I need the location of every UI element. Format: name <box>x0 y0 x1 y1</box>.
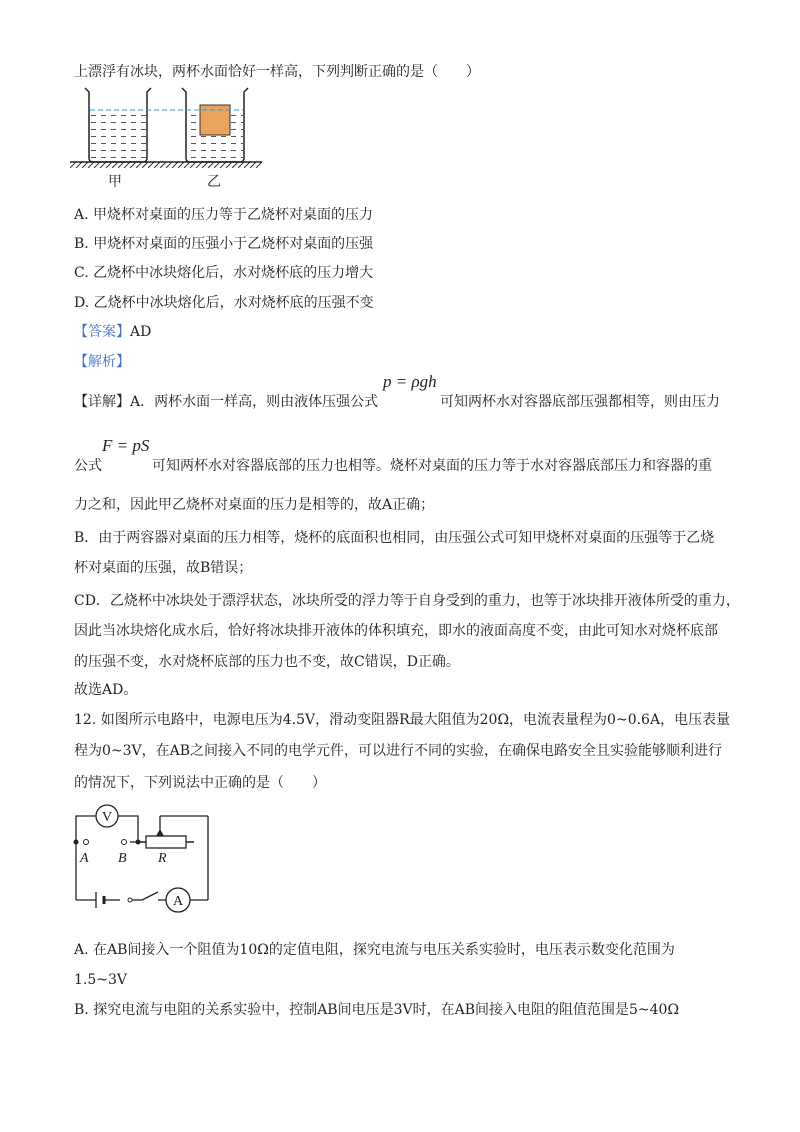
q12-line-3: 的情况下，下列说法中正确的是（ ） <box>74 775 326 791</box>
q11-option-b: B. 甲烧杯对桌面的压强小于乙烧杯对桌面的压强 <box>74 236 374 252</box>
q12-option-b-line-1: B. 探究电流与电阻的关系实验中，控制AB间电压是3V时，在AB间接入电阻的阻值范围是5~40Ω <box>74 1002 680 1018</box>
detail-line-8: 的压强不变，水对烧杯底部的压力也不变，故C错误，D正确。 <box>74 654 460 670</box>
formula-force: F = pS <box>102 436 150 455</box>
detail-line-1 <box>74 392 378 412</box>
q12-option-a-line-1: A. 在AB间接入一个阻值为10Ω的定值电阻，探究电流与电压关系实验时，电压表示数变化范围为 <box>74 942 675 958</box>
detail-line-2b: 可知两杯水对容器底部的压力也相等。烧杯对桌面的压力等于水对容器底部压力和容器的重 <box>152 458 712 474</box>
question-intro: 上漂浮有冰块，两杯水面恰好一样高，下列判断正确的是（ ） <box>74 64 480 80</box>
q12-line-1: 12. 如图所示电路中，电源电压为4.5V，滑动变阻器R最大阻值为20Ω，电流表量程为0~0.6A，电压表量 <box>74 712 731 728</box>
answer-value: AD <box>130 324 152 340</box>
voltmeter-label: V <box>101 810 113 825</box>
detail-line-1b: 可知两杯水对容器底部压强都相等，则由压力 <box>440 394 720 410</box>
q12-line-2: 程为0~3V，在AB之间接入不同的电学元件，可以进行不同的实验，在确保电路安全且实验能够顺利进行 <box>74 743 723 759</box>
q11-option-d: D. 乙烧杯中冰块熔化后，水对烧杯底的压强不变 <box>74 295 374 311</box>
slider-arrow <box>156 829 164 836</box>
answer-row <box>74 322 151 342</box>
beaker-left <box>85 88 151 162</box>
label-yi: 乙 <box>207 175 221 190</box>
label-jia: 甲 <box>108 175 122 190</box>
beaker-diagram <box>70 84 270 194</box>
ammeter-label: A <box>172 894 184 909</box>
formula-pressure: p = ρgh <box>383 372 437 391</box>
terminal-a <box>74 840 79 845</box>
detail-text: A．两杯水面一样高，则由液体压强公式 <box>130 394 379 410</box>
detail-conclusion: 故选AD。 <box>74 682 138 698</box>
label-r: R <box>158 851 167 866</box>
q11-option-a: A. 甲烧杯对桌面的压力等于乙烧杯对桌面的压力 <box>74 207 374 223</box>
detail-line-7: 因此当冰块熔化成水后，恰好将冰块排开液体的体积填充，即水的液面高度不变，由此可知水对烧杯底部 <box>74 623 718 639</box>
detail-line-3: 力之和，因此甲乙烧杯对桌面的压力是相等的，故A正确； <box>74 497 435 513</box>
detail-line-5: 杯对桌面的压强，故B错误； <box>74 560 253 576</box>
label-a: A <box>80 851 89 866</box>
circuit-diagram <box>66 800 226 920</box>
q11-option-c: C. 乙烧杯中冰块熔化后，水对烧杯底的压力增大 <box>74 265 374 281</box>
terminal-b <box>122 840 127 845</box>
detail-line-4: B．由于两容器对桌面的压力相等，烧杯的底面积也相同，由压强公式可知甲烧杯对桌面的压强等于乙烧 <box>74 530 715 546</box>
rheostat <box>146 836 186 848</box>
analysis-tag: 【解析】 <box>74 354 130 370</box>
detail-line-2a: 公式 <box>74 458 102 474</box>
label-b: B <box>118 851 127 866</box>
q12-option-a-line-2: 1.5~3V <box>74 972 128 988</box>
terminal-a-open <box>84 840 89 845</box>
answer-tag: 【答案】 <box>74 324 130 340</box>
detail-line-6: CD．乙烧杯中冰块处于漂浮状态，冰块所受的浮力等于自身受到的重力，也等于冰块排开液体所受的重力， <box>74 593 740 609</box>
detail-tag: 【详解】 <box>74 394 130 410</box>
beaker-right <box>182 88 248 162</box>
